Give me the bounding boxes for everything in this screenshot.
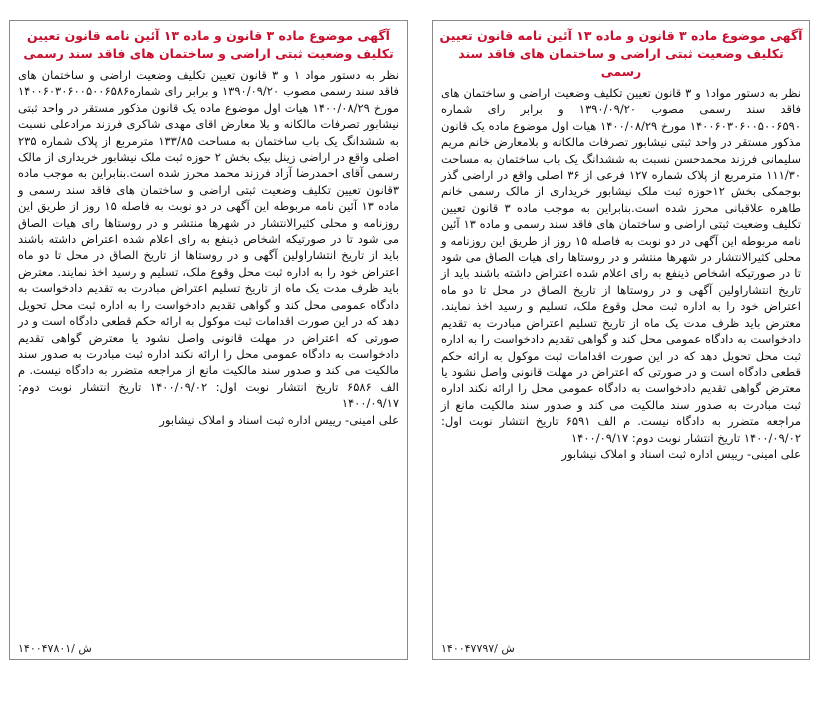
notice-title: آگهی موضوع ماده ۳ قانون و ماده ۱۳ آئین نامه قانون تعیین تکلیف وضعیت ثبتی اراضی و ساختمان های فاقد سند رسمی xyxy=(439,28,803,79)
notice-signature: علی امینی- رییس اداره ثبت اسناد و املاک نیشابور xyxy=(561,446,801,461)
notice-signature: علی امینی- رییس اداره ثبت اسناد و املاک نیشابور xyxy=(159,412,399,427)
notice-code: ۱۴۰۰۴۷۷۹۷/ ش xyxy=(441,642,515,655)
notice-code: ۱۴۰۰۴۷۸۰۱/ ش xyxy=(18,642,92,655)
notice-text: نظر به دستور مواد۱ و ۳ قانون تعیین تکلیف وضعیت اراضی و ساختمان های فاقد سند رسمی مصوب ۱۳۹۰/۰۹/۲۰ و برابر رای شماره ۱۴۰۰۶۰۳۰۶۰۰۵۰۰۶۵۹۰ مورخ ۱۴۰۰/۰۸/۲۹ هیات اول موضوع ماده یک قانون مذکور مستقر در واحد ثبتی نیشابور تصرفات مالکانه و بلامعارض خانم مریم سلیمانی فرزند محمدحسن نسبت به ششدانگ یک باب ساختمان به مساحت ۱۱۱/۳۰ مترمربع از پلاک شماره ۱۲۷ فرعی از ۳۶ اصلی واقع در اراضی گذر بوجمکی بخش ۱۲حوزه ثبت ملک نیشابور خریداری از مالک رسمی خانم طاهره علاقبانی محرز شده است.بنابراین به موجب ماده ۳ قانون تعیین تکلیف وضعیت ثبتی اراضی و ساختمان های فاقد سند رسمی و ماده ۱۳ آئین نامه مربوطه این آگهی در دو نوبت به فاصله ۱۵ روز از طریق این روزنامه و محلی کثیرالانتشار در شهرها منتشر و در روستاها رای هیات الصاق می شود تا در صورتیکه اشخاص ذینفع به رای اعلام شده اعتراض داشته باشند باید از تاریخ انتشاراولین آگهی و در روستاها از تاریخ الصاق در محل تا دو ماه اعتراض خود را به اداره ثبت محل وقوع ملک، تسلیم و رسید اخذ نمایند. معترض باید ظرف مدت یک ماه از تاریخ تسلیم اعتراض مبادرت به تقدیم دادخواست به دادگاه عمومی محل کند و گواهی تقدیم دادخواست را به اداره ثبت محل تحویل دهد که در این صورت اقدامات ثبت موکول به ارائه حکم قطعی دادگاه است و در صورتی که اعتراض در مهلت قانونی واصل نشود یا معترض گواهی تقدیم دادخواست به دادگاه عمومی محل را ارائه نکند اداره ثبت مبادرت به صدور سند مالکیت می کند و صدور سند مالکیت مانع از مراجعه متضرر به دادگاه نیست. م الف ۶۵۹۱ تاریخ انتشار نوبت اول: ۱۴۰۰/۰۹/۰۲ تاریخ انتشار نوبت دوم: ۱۴۰۰/۰۹/۱۷ xyxy=(441,86,802,445)
notice-box-left xyxy=(9,20,408,660)
notice-body xyxy=(433,83,809,446)
notice-text: نظر به دستور مواد ۱ و ۳ قانون تعیین تکلیف وضعیت اراضی و ساختمان های فاقد سند رسمی مصوب ۱۳۹۰/۰۹/۲۰ و برابر رای شماره۱۴۰۰۶۰۳۰۶۰۰۵۰۰۶۵۸۶ مورخ ۱۴۰۰/۰۸/۲۹ هیات اول موضوع ماده یک قانون مذکور مستقر در واحد ثبتی نیشابور تصرفات مالکانه و بلا معارض اقای مهدی شاکری فرزند مرادعلی نسبت به ششدانگ یک باب ساختمان به مساحت ۱۳۳/۸۵ مترمربع از پلاک شماره ۲۳۵ اصلی واقع در اراضی زینل بیک بخش ۲ حوزه ثبت ملک نیشابور خریداری از مالک رسمی آقای احمدرضا آزاد فرزند محمد محرز شده است.بنابراین به موجب ماده ۳قانون تعیین تکلیف وضعیت ثبتی اراضی و ساختمان های فاقد سند رسمی و ماده ۱۳ آئین نامه مربوطه این آگهی در دو نوبت به فاصله ۱۵ روز از طریق این روزنامه و محلی کثیرالانتشار در شهرها منتشر و در روستاها رای هیات الصاق می شود تا در صورتیکه اشخاص ذینفع به رای اعلام شده اعتراض داشته باشند باید از تاریخ انتشاراولین آگهی و در روستاها از تاریخ الصاق در محل تا دو ماه اعتراض خود را به اداره ثبت محل وقوع ملک، تسلیم و رسید اخذ نمایند. معترض باید ظرف مدت یک ماه از تاریخ تسلیم اعتراض مبادرت به تقدیم دادخواست به دادگاه عمومی محل کند و گواهی تقدیم دادخواست را به اداره ثبت محل تحویل دهد که در این صورت اقدامات ثبت موکول به ارائه حکم قطعی دادگاه است و در صورتی که اعتراض در مهلت قانونی واصل نشود یا معترض گواهی تقدیم دادخواست به دادگاه عمومی محل را ارائه نکند اداره ثبت مبادرت به صدور سند مالکیت می کند و صدور سند مالکیت مانع از مراجعه متضرر به دادگاه نیست. م الف ۶۵۸۶ تاریخ انتشار نوبت اول: ۱۴۰۰/۰۹/۰۲ تاریخ انتشار نوبت دوم: ۱۴۰۰/۰۹/۱۷ xyxy=(18,68,400,411)
notice-title: آگهی موضوع ماده ۳ قانون و ماده ۱۳ آئین نامه قانون تعیین تکلیف وضعیت ثبتی اراضی و ساختمان های فاقد سند رسمی xyxy=(23,28,394,61)
notice-box-right xyxy=(432,20,810,660)
notice-body xyxy=(10,65,407,412)
